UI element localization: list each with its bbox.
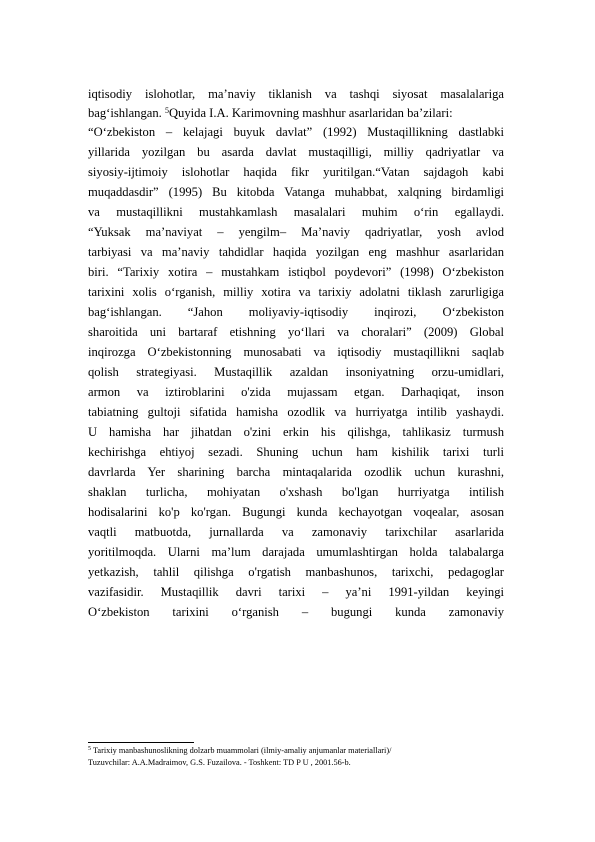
body-line (88, 104, 504, 123)
footnote-separator (88, 742, 194, 743)
body-line: biri. “Tarixiy xotira – mustahkam istiqbol poydevori” (1998) O‘zbekiston (88, 265, 504, 279)
body-line: hodisalarini ko'p ko'rgan. Bugungi kunda kechayotgan voqealar, asosan (88, 505, 504, 519)
body-line: muqaddasdir” (1995) Bu kitobda Vatanga muhabbat, xalqning birdamligi (88, 185, 504, 199)
body-line: yetkazish, tahlil qilishga o'rgatish manbashunos, tarixchi, pedagoglar (88, 565, 504, 579)
body-line: armon va iztiroblarini o'zida mujassam etgan. Darhaqiqat, inson (88, 385, 504, 399)
footnote-line (88, 757, 518, 768)
body-line: kechirishga ehtiyoj sezadi. Shuning uchun ham kishilik tarixi turli (88, 445, 504, 459)
body-line: yillarida yozilgan bu asarda davlat mustaqilligi, milliy qadriyatlar va (88, 145, 504, 159)
footnote-marker: 5 (88, 746, 91, 752)
body-line: “Yuksak ma’naviyat – yengilm– Ma’naviy qadriyatlar, yosh avlod (88, 225, 504, 239)
body-line-text: Quyida I.A. Karimovning mashhur asarlaridan ba’zilari: (168, 106, 453, 120)
body-line-text: bag‘ishlangan. (88, 106, 162, 120)
footnote-text: Tarixiy manbashunoslikning dolzarb muammolari (ilmiy-amaliy anjumanlar materiallari)/ (92, 746, 392, 755)
body-line: vaqtli matbuotda, jurnallarda va zamonaviy tarixchilar asarlarida (88, 525, 504, 539)
body-line: tarbiyasi va ma’naviy tahdidlar haqida yozilgan eng mashhur asarlaridan (88, 245, 504, 259)
body-line: sharoitida uni bartaraf etishning yo‘llari va choralari” (2009) Global (88, 325, 504, 339)
body-line: shaklan turlicha, mohiyatan o'xshash bo'lgan hurriyatga intilish (88, 485, 504, 499)
body-line: O‘zbekiston tarixini o‘rganish – bugungi kunda zamonaviy (88, 605, 504, 619)
body-line: siyosiy-ijtimoiy islohotlar haqida fikr yuritilgan.“Vatan sajdagoh kabi (88, 165, 504, 179)
body-line: inqirozga O‘zbekistonning munosabati va iqtisodiy mustaqillikni saqlab (88, 345, 504, 359)
body-line: U hamisha har jihatdan o'zini erkin his qilishga, tahlikasiz turmush (88, 425, 504, 439)
body-line: “O‘zbekiston – kelajagi buyuk davlat” (1992) Mustaqillikning dastlabki (88, 125, 504, 139)
footnote-line (88, 745, 518, 756)
body-line: davrlarda Yer sharining barcha mintaqalarida ozodlik uchun kurashni, (88, 465, 504, 479)
body-line: vazifasidir. Mustaqillik davri tarixi – ya’ni 1991-yildan keyingi (88, 585, 504, 599)
body-line: qolish strategiyasi. Mustaqillik azaldan insoniyatning orzu-umidlari, (88, 365, 504, 379)
body-line: va mustaqillikni mustahkamlash masalalari muhim o‘rin egallaydi. (88, 205, 504, 219)
footnote-reference[interactable]: 5 (164, 106, 169, 115)
body-line: iqtisodiy islohotlar, ma’naviy tiklanish va tashqi siyosat masalalariga (88, 87, 504, 101)
body-line: tarixini xolis o‘rganish, milliy xotira va tarixiy adolatni tiklash zarurligiga (88, 285, 504, 299)
footnote-text: Tuzuvchilar: A.A.Madraimov, G.S. Fuzailova. - Toshkent: TD P U , 2001.56-b. (88, 758, 351, 767)
body-line: yoritilmoqda. Ularni ma’lum darajada umumlashtirgan holda talabalarga (88, 545, 504, 559)
body-line: tabiatning gultoji sifatida hamisha ozodlik va hurriyatga intilib yashaydi. (88, 405, 504, 419)
body-line: bag‘ishlangan. “Jahon moliyaviy-iqtisodiy inqirozi, O‘zbekiston (88, 305, 504, 319)
